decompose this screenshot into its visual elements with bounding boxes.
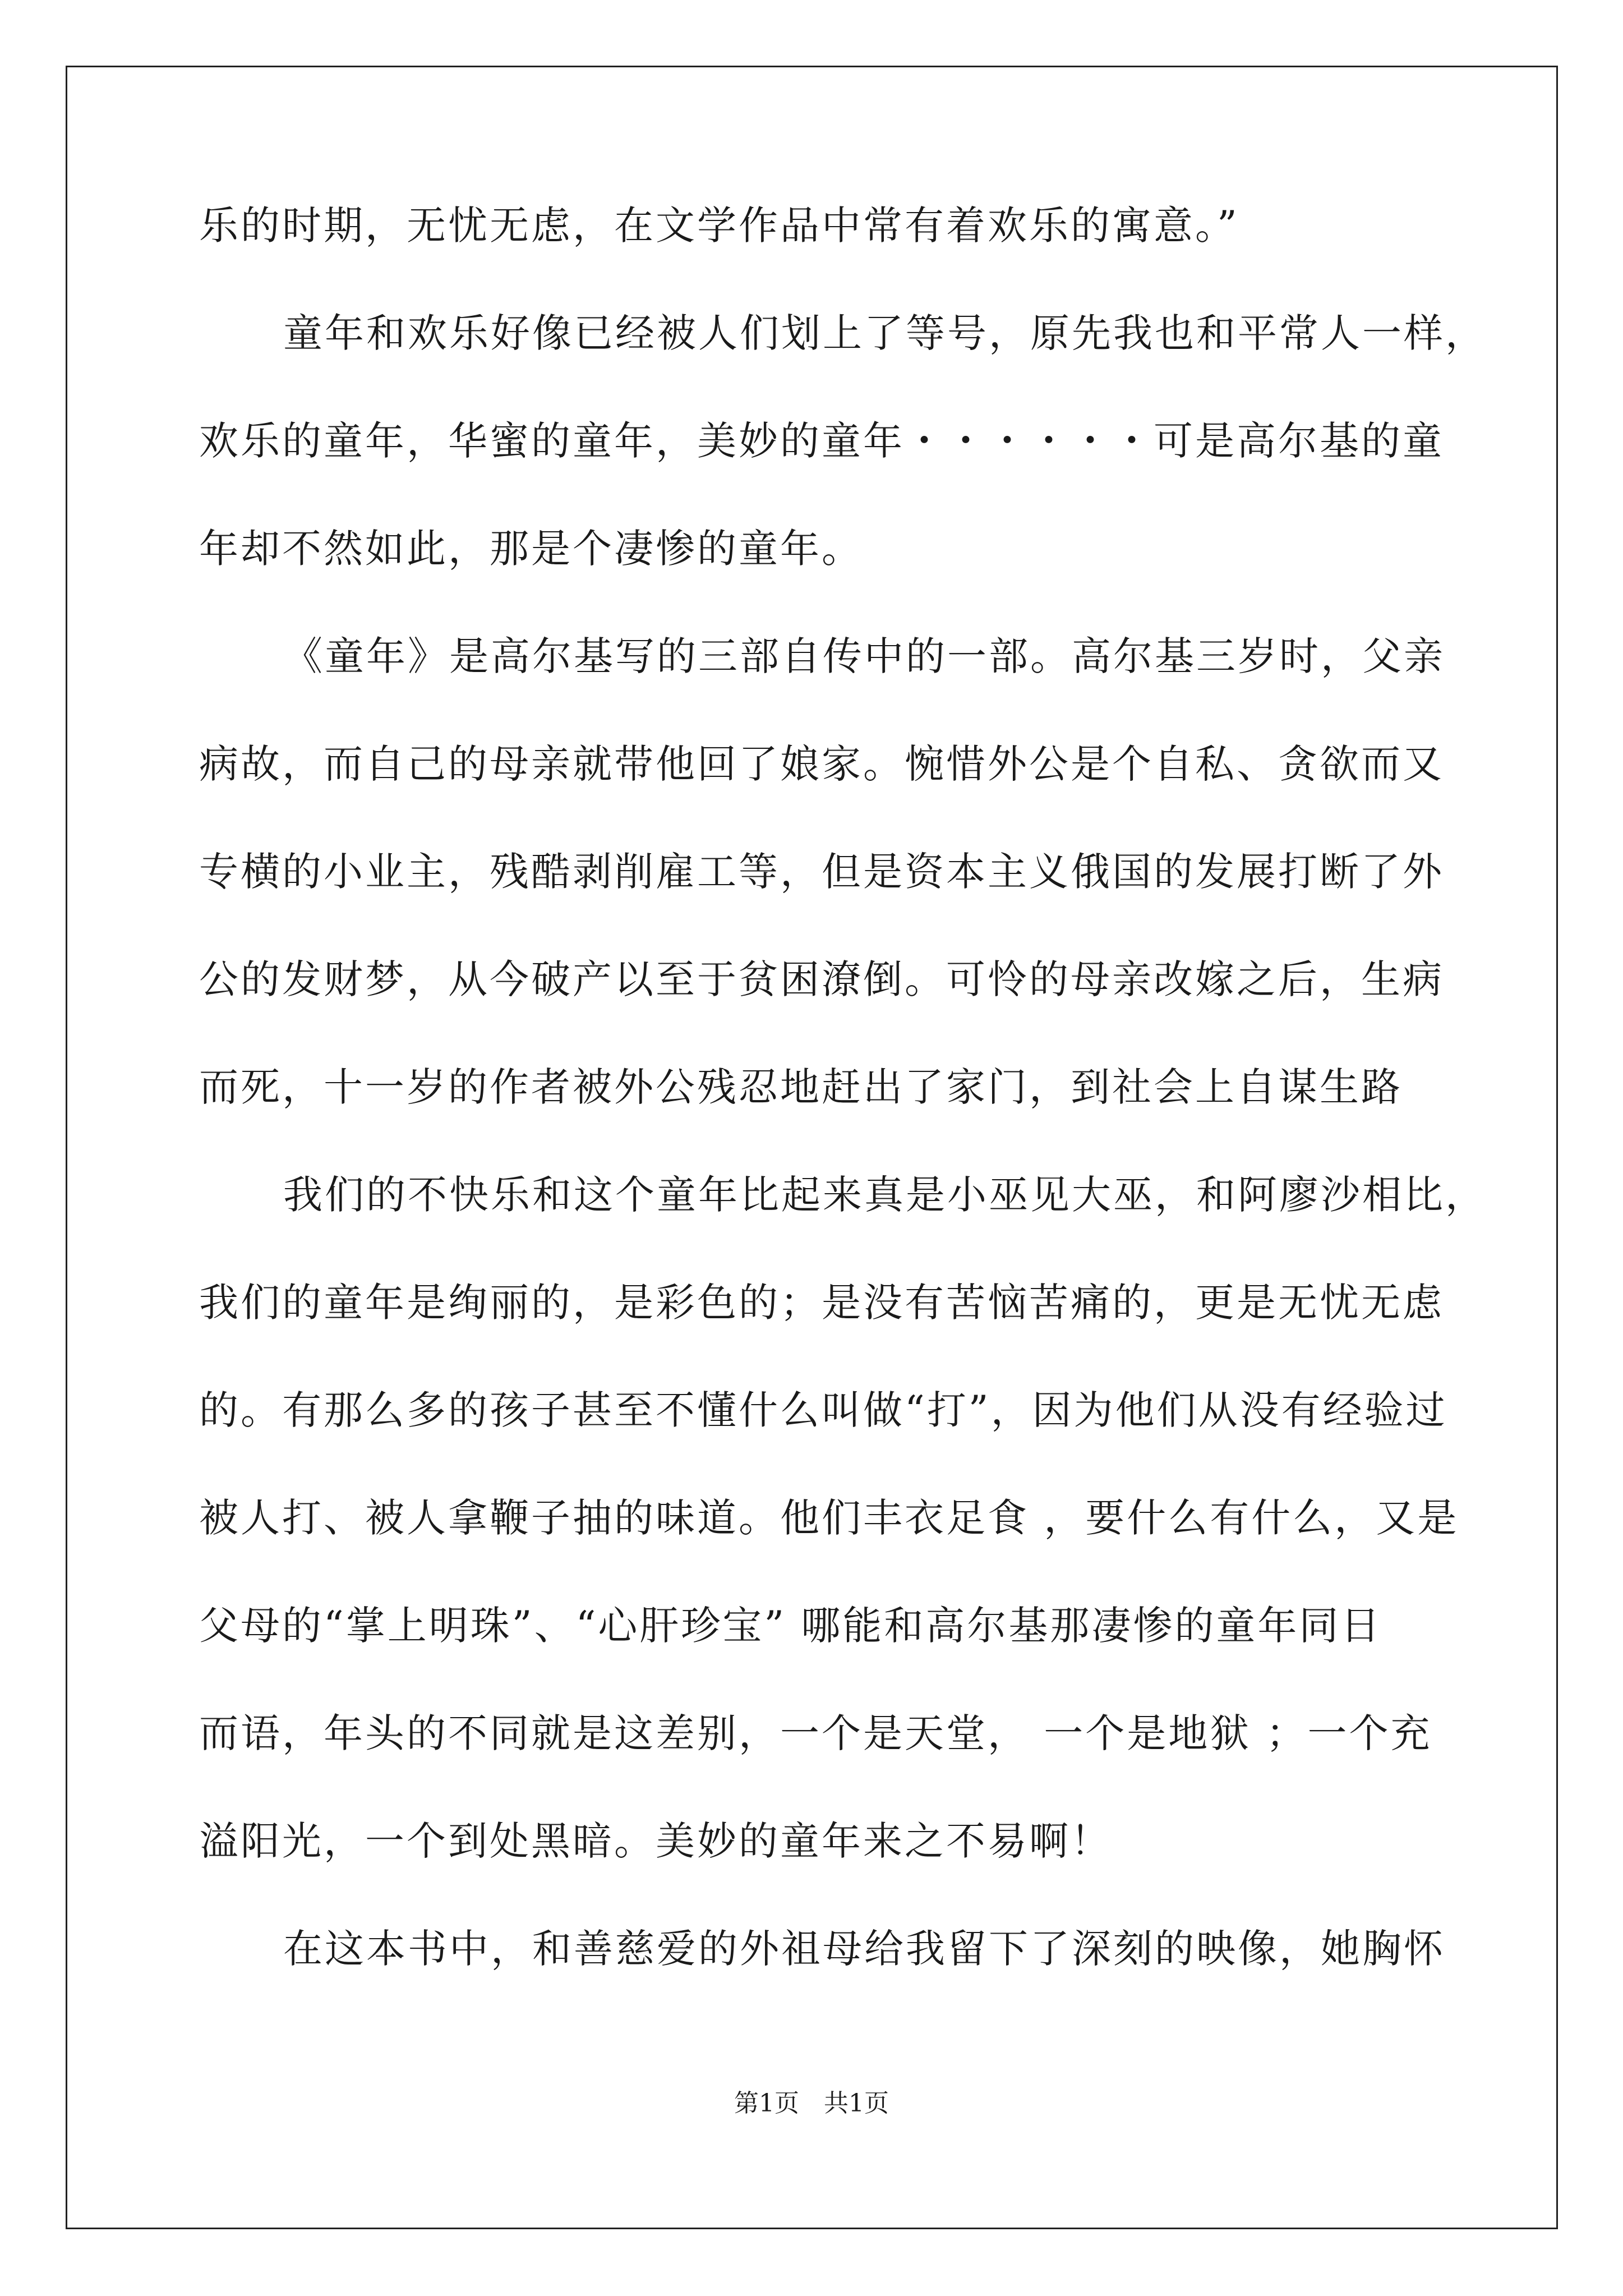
page-number-footer: 第1页 共1页: [734, 2089, 889, 2118]
paragraph-first-line: 我们的不快乐和这个童年比起来真是小巫见大巫，和阿廖沙相比，: [283, 1172, 1487, 1218]
paragraph-first-line: 《童年》是高尔基写的三部自传中的一部。高尔基三岁时，父亲: [283, 633, 1445, 679]
text-line: 欢乐的童年，华蜜的童年，美妙的童年・・・・・・可是高尔基的童: [199, 418, 1444, 464]
text-line: 病故，而自己的母亲就带他回了娘家。惋惜外公是个自私、贪欲而又: [199, 741, 1444, 787]
text-line: 乐的时期，无忧无虑，在文学作品中常有着欢乐的寓意。”: [199, 203, 1239, 249]
text-line: 年却不然如此，那是个凄惨的童年。: [199, 526, 863, 572]
text-line: 专横的小业主，残酷剥削雇工等，但是资本主义俄国的发展打断了外: [199, 849, 1444, 895]
text-line: 被人打、被人拿鞭子抽的味道。他们丰衣足食 ，要什么有什么，又是: [199, 1495, 1459, 1541]
text-line: 的。有那么多的孩子甚至不懂什么叫做“打”，因为他们从没有经验过: [199, 1387, 1447, 1433]
text-line: 父母的“掌上明珠”、“心肝珍宝” 哪能和高尔基那凄惨的童年同日: [199, 1603, 1382, 1649]
paragraph-first-line: 在这本书中，和善慈爱的外祖母给我留下了深刻的映像，她胸怀: [283, 1926, 1445, 1972]
text-line: 而语，年头的不同就是这差别，一个是天堂， 一个是地狱 ；一个充: [199, 1710, 1432, 1756]
text-line: 我们的童年是绚丽的，是彩色的；是没有苦恼苦痛的，更是无忧无虑: [199, 1280, 1444, 1326]
page-border: [66, 66, 1558, 2229]
paragraph-first-line: 童年和欢乐好像已经被人们划上了等号，原先我也和平常人一样，: [283, 310, 1487, 356]
text-line: 溢阳光，一个到处黑暗。美妙的童年来之不易啊！: [199, 1818, 1112, 1864]
text-line: 公的发财梦，从今破产以至于贫困潦倒。可怜的母亲改嫁之后，生病: [199, 956, 1444, 1002]
text-line: 而死，十一岁的作者被外公残忍地赶出了家门，到社会上自谋生路: [199, 1064, 1403, 1110]
